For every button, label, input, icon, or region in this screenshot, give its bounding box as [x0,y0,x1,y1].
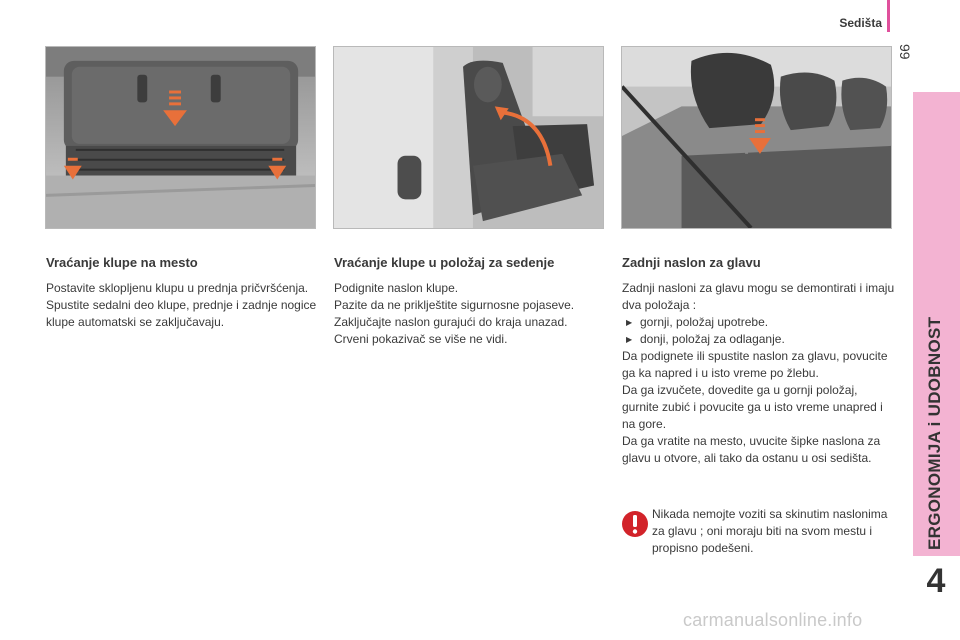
warning-text: Nikada nemojte voziti sa skinutim naslonima za glavu ; oni moraju biti na svom mestu i propisno podešeni. [652,507,888,555]
section-title: Vraćanje klupe u položaj za sedenje [334,255,555,270]
section-title: Vraćanje klupe na mesto [46,255,198,270]
watermark: carmanualsonline.info [683,610,863,630]
page-number: 99 [897,44,913,60]
chapter-title: ERGONOMIJA i UDOBNOST [925,316,944,550]
paragraph: Da podignete ili spustite naslon za glavu, povucite ga ka napred i u isto vreme po žlebu. [622,349,888,380]
paragraph: Zaključajte naslon gurajući do kraja unazad. [334,315,568,329]
paragraph: Crveni pokazivač se više ne vidi. [334,332,508,346]
photo-rear-headrests [621,46,892,229]
photo-bench-folded [45,46,316,229]
chapter-number: 4 [926,562,946,600]
list-item [622,314,897,331]
header-accent-bar [887,0,890,32]
paragraph: Pazite da ne priklještite sigurnosne pojaseve. [334,298,575,312]
section-title: Zadnji naslon za glavu [622,255,761,270]
section-bench-seating [334,255,609,348]
paragraph: Zadnji nasloni za glavu mogu se demontirati i imaju dva položaja : [622,281,895,312]
list-item-text: donji, položaj za odlaganje. [640,332,785,346]
header-section-title: Sedišta [839,16,882,30]
paragraph: Postavite sklopljenu klupu u prednja pričvršćenja. [46,281,309,295]
list-item [622,331,897,348]
section-rear-headrest [622,255,897,467]
triangle-bullet-icon: ▶ [626,335,633,344]
photo-bench-seating [333,46,604,229]
paragraph: Spustite sedalni deo klupe, prednje i zadnje nogice klupe automatski se zaključavaju. [46,298,317,329]
paragraph: Da ga izvučete, dovedite ga u gornji položaj, gurnite zubić i povucite ga u isto vreme unapred i na gore. [622,383,883,431]
section-bench-return [46,255,321,331]
exclamation-icon [621,510,649,538]
triangle-bullet-icon: ▶ [626,318,633,327]
list-item-text: gornji, položaj upotrebe. [640,315,769,329]
paragraph: Podignite naslon klupe. [334,281,459,295]
paragraph: Da ga vratite na mesto, uvucite šipke naslona za glavu u otvore, ali tako da ostanu u osi sedišta. [622,434,881,465]
